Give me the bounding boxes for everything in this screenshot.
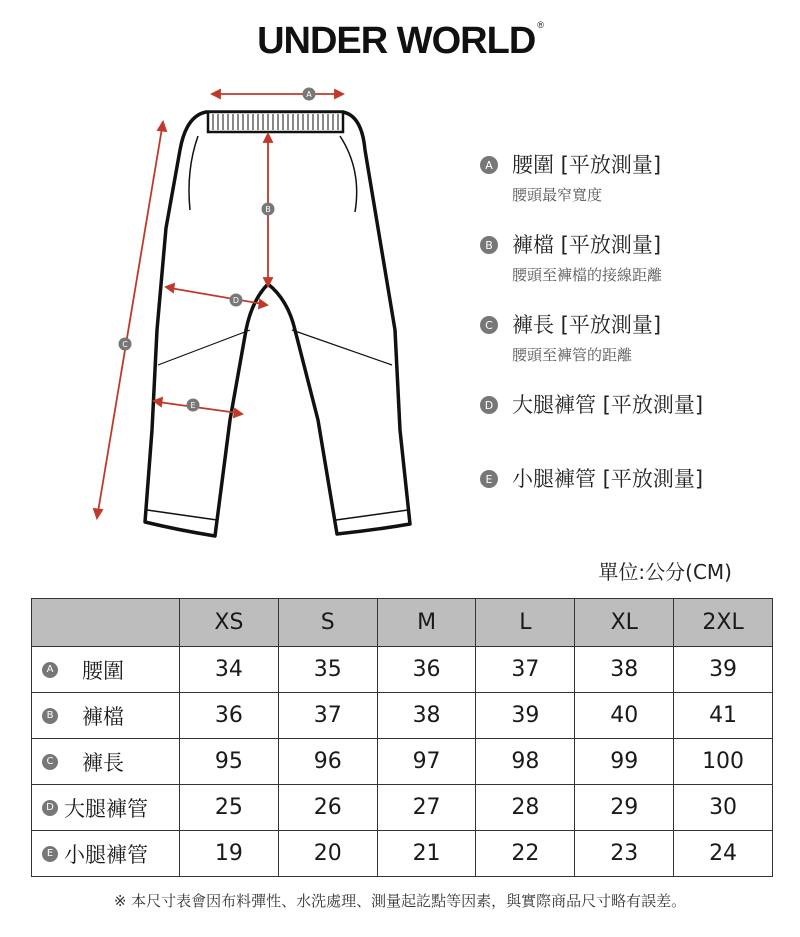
- size-table: [31, 598, 773, 877]
- row-label: 小腿褲管: [64, 842, 148, 867]
- row-badge: D: [42, 800, 58, 816]
- legend-title: 大腿褲管 [平放測量]: [512, 393, 704, 417]
- table-cell: 36: [180, 693, 279, 739]
- row-label: 腰圍: [82, 658, 124, 683]
- brand-name: UNDER WORLD: [257, 20, 536, 62]
- table-cell: 97: [377, 739, 476, 785]
- legend-sub: 腰頭至褲管的距離: [512, 346, 633, 364]
- legend-sub: 腰頭最窄寬度: [512, 186, 603, 204]
- row-badge: E: [42, 846, 58, 862]
- table-cell: 29: [575, 785, 674, 831]
- row-header: [32, 831, 180, 877]
- table-row: [32, 647, 773, 693]
- table-cell: 36: [377, 647, 476, 693]
- column-header-s: S: [278, 599, 377, 647]
- badge-c: C: [480, 316, 498, 334]
- legend-item-c: [480, 312, 661, 365]
- diagram-badge-d-text: D: [232, 296, 240, 305]
- column-header-xs: XS: [180, 599, 279, 647]
- diagram-badge-a-text: A: [306, 90, 312, 99]
- column-header-l: L: [476, 599, 575, 647]
- table-cell: 19: [180, 831, 279, 877]
- table-cell: 22: [476, 831, 575, 877]
- row-label: 褲檔: [82, 704, 124, 729]
- row-label: 大腿褲管: [64, 796, 148, 821]
- legend-title: 褲檔 [平放測量]: [512, 233, 662, 257]
- legend-title: 褲長 [平放測量]: [512, 313, 662, 337]
- left-pocket: [189, 136, 198, 210]
- table-cell: 30: [674, 785, 773, 831]
- diagram-badge-e-text: E: [190, 401, 196, 410]
- table-cell: 95: [180, 739, 279, 785]
- diagram-badges: [119, 88, 316, 412]
- column-header-2xl: 2XL: [674, 599, 773, 647]
- table-cell: 37: [278, 693, 377, 739]
- disclaimer-note: ※ 本尺寸表會因布料彈性、水洗處理、測量起訖點等因素，與實際商品尺寸略有誤差。: [113, 892, 687, 910]
- right-pocket: [340, 136, 357, 212]
- legend-item-e: [480, 466, 703, 492]
- table-row: [32, 831, 773, 877]
- table-cell: 34: [180, 647, 279, 693]
- measure-line-d: [170, 288, 263, 304]
- badge-d: D: [480, 396, 498, 414]
- column-header-xl: XL: [575, 599, 674, 647]
- table-cell: 40: [575, 693, 674, 739]
- table-cell: 38: [377, 693, 476, 739]
- table-cell: 35: [278, 647, 377, 693]
- table-cell: 20: [278, 831, 377, 877]
- unit-label: 單位:公分(CM): [598, 560, 732, 584]
- legend-item-d: [480, 392, 703, 418]
- table-row: [32, 739, 773, 785]
- legend-sub: 腰頭至褲檔的接線距離: [512, 266, 663, 284]
- left-cuff-line: [147, 510, 217, 520]
- row-label: 褲長: [82, 750, 124, 775]
- column-header-m: M: [377, 599, 476, 647]
- row-header: [32, 785, 180, 831]
- table-cell: 41: [674, 693, 773, 739]
- table-cell: 25: [180, 785, 279, 831]
- column-header: [32, 599, 180, 647]
- table-row: [32, 785, 773, 831]
- pants-outline: [145, 112, 410, 536]
- trademark-symbol: ®: [537, 20, 543, 30]
- row-header: [32, 647, 180, 693]
- right-cuff-line: [336, 510, 408, 520]
- legend-title: 小腿褲管 [平放測量]: [512, 467, 704, 491]
- right-knee-seam: [292, 330, 392, 365]
- table-cell: 23: [575, 831, 674, 877]
- measure-lines: [94, 90, 343, 518]
- table-cell: 39: [476, 693, 575, 739]
- row-header: [32, 739, 180, 785]
- diagram-badge-c-text: C: [122, 340, 128, 349]
- row-badge: B: [42, 708, 58, 724]
- measure-line-c: [98, 128, 162, 512]
- table-cell: 24: [674, 831, 773, 877]
- badge-e: E: [480, 470, 498, 488]
- legend-item-a: [480, 152, 661, 205]
- table-cell: 21: [377, 831, 476, 877]
- table-cell: 98: [476, 739, 575, 785]
- legend-item-b: [480, 232, 662, 285]
- table-cell: 96: [278, 739, 377, 785]
- diagram-badge-b-text: B: [265, 205, 271, 214]
- table-cell: 100: [674, 739, 773, 785]
- row-badge: A: [42, 662, 58, 678]
- table-header-row: [32, 599, 773, 647]
- table-cell: 39: [674, 647, 773, 693]
- row-header: [32, 693, 180, 739]
- table-cell: 38: [575, 647, 674, 693]
- table-cell: 37: [476, 647, 575, 693]
- left-knee-seam: [158, 330, 250, 365]
- table-cell: 28: [476, 785, 575, 831]
- table-cell: 27: [377, 785, 476, 831]
- table-cell: 99: [575, 739, 674, 785]
- table-cell: 26: [278, 785, 377, 831]
- table-row: [32, 693, 773, 739]
- row-badge: C: [42, 754, 58, 770]
- legend-title: 腰圍 [平放測量]: [512, 153, 662, 177]
- badge-b: B: [480, 236, 498, 254]
- badge-a: A: [480, 156, 498, 174]
